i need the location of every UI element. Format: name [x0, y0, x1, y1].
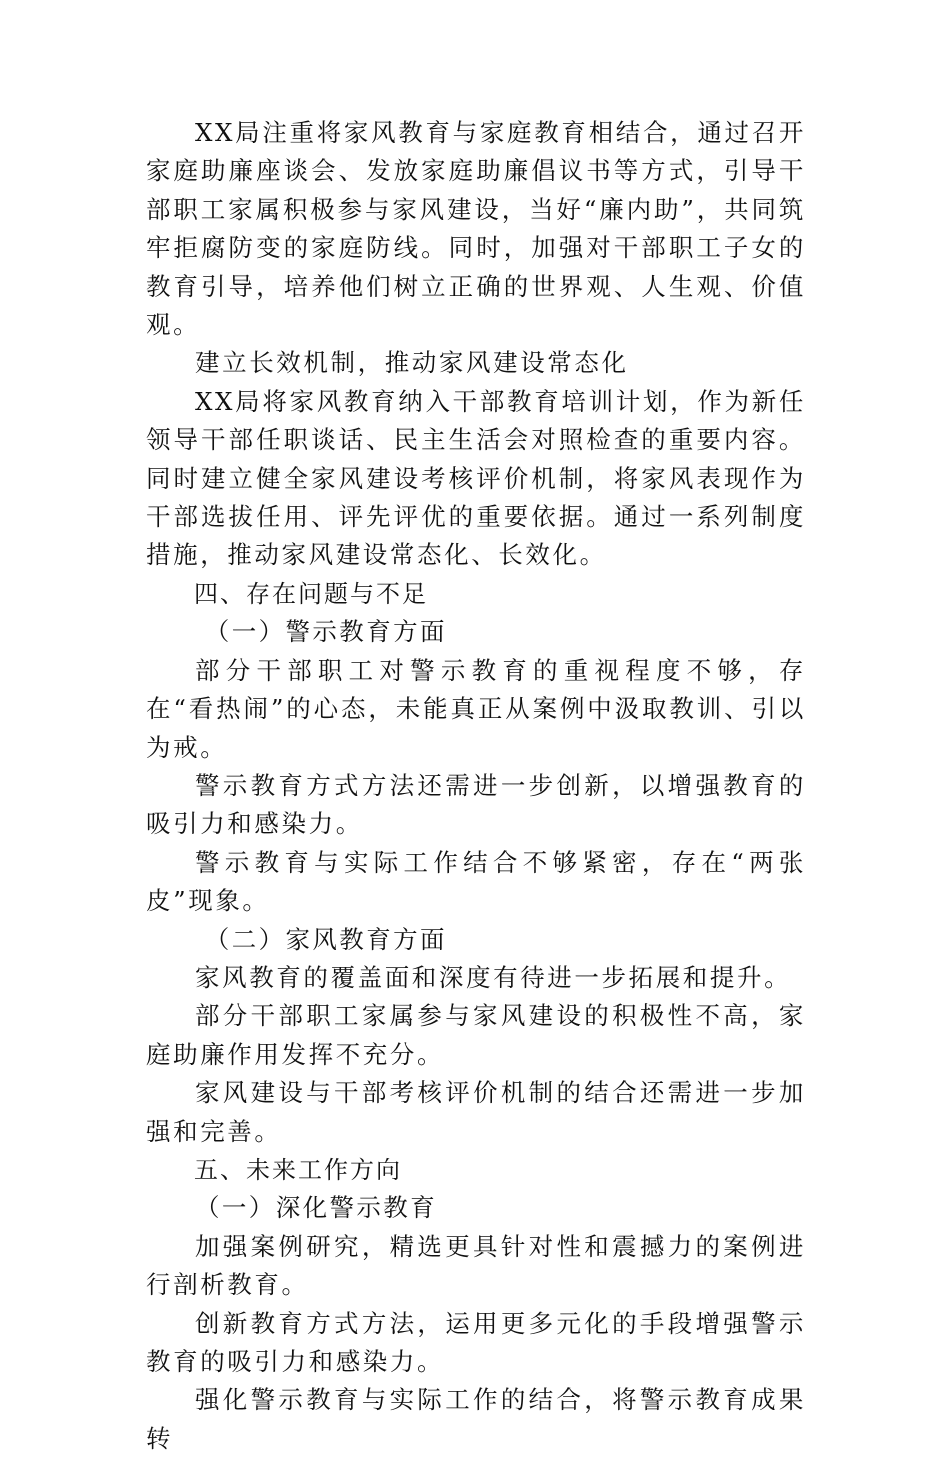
section-heading-problems: 四、存在问题与不足 [194, 579, 428, 608]
paragraph-problem-integration: 警示教育与实际工作结合不够紧密，存在“两张皮”现象。 [146, 847, 806, 916]
paragraph-long-term-mechanism-title: 建立长效机制，推动家风建设常态化 [195, 348, 629, 378]
paragraph-innovate-methods: 创新教育方式方法，运用更多元化的手段增强警示教育的吸引力和感染力。 [146, 1308, 806, 1376]
paragraph-problem-attention: 部分干部职工对警示教育的重视程度不够，存在“看热闹”的心态，未能真正从案例中汲取教训、引以为戒。 [146, 655, 806, 762]
paragraph-family-education: XX局注重将家风教育与家庭教育相结合，通过召开家庭助廉座谈会、发放家庭助廉倡议书等方式，引导干部职工家属积极参与家风建设，当好“廉内助”，共同筑牢拒腐防变的家庭防线。同时，加强对干部职工子女的教育引导，培养他们树立正确的世界观、人生观、价值观。 [146, 118, 806, 340]
paragraph-problem-assessment: 家风建设与干部考核评价机制的结合还需进一步加强和完善。 [146, 1078, 806, 1146]
paragraph-problem-coverage: 家风教育的覆盖面和深度有待进一步拓展和提升。 [195, 962, 792, 992]
paragraph-strengthen-integration: 强化警示教育与实际工作的结合，将警示教育成果转 [146, 1385, 806, 1453]
subheading-warning-education: （一）警示教育方面 [204, 617, 447, 647]
section-heading-future-work: 五、未来工作方向 [194, 1155, 402, 1184]
document-page [146, 114, 806, 1458]
paragraph-problem-family-participation: 部分干部职工家属参与家风建设的积极性不高，家庭助廉作用发挥不充分。 [146, 1001, 806, 1069]
paragraph-training-plan: XX局将家风教育纳入干部教育培训计划，作为新任领导干部任职谈话、民主生活会对照检查的重要内容。同时建立健全家风建设考核评价机制，将家风表现作为干部选拔任用、评先评优的重要依据。通过一系列制度措施，推动家风建设常态化、长效化。 [146, 386, 806, 570]
subheading-deepen-warning-education: （一）深化警示教育 [195, 1193, 438, 1223]
paragraph-problem-methods: 警示教育方式方法还需进一步创新，以增强教育的吸引力和感染力。 [146, 770, 806, 839]
paragraph-case-study: 加强案例研究，精选更具针对性和震撼力的案例进行剖析教育。 [146, 1231, 806, 1300]
subheading-family-education: （二）家风教育方面 [204, 924, 447, 954]
